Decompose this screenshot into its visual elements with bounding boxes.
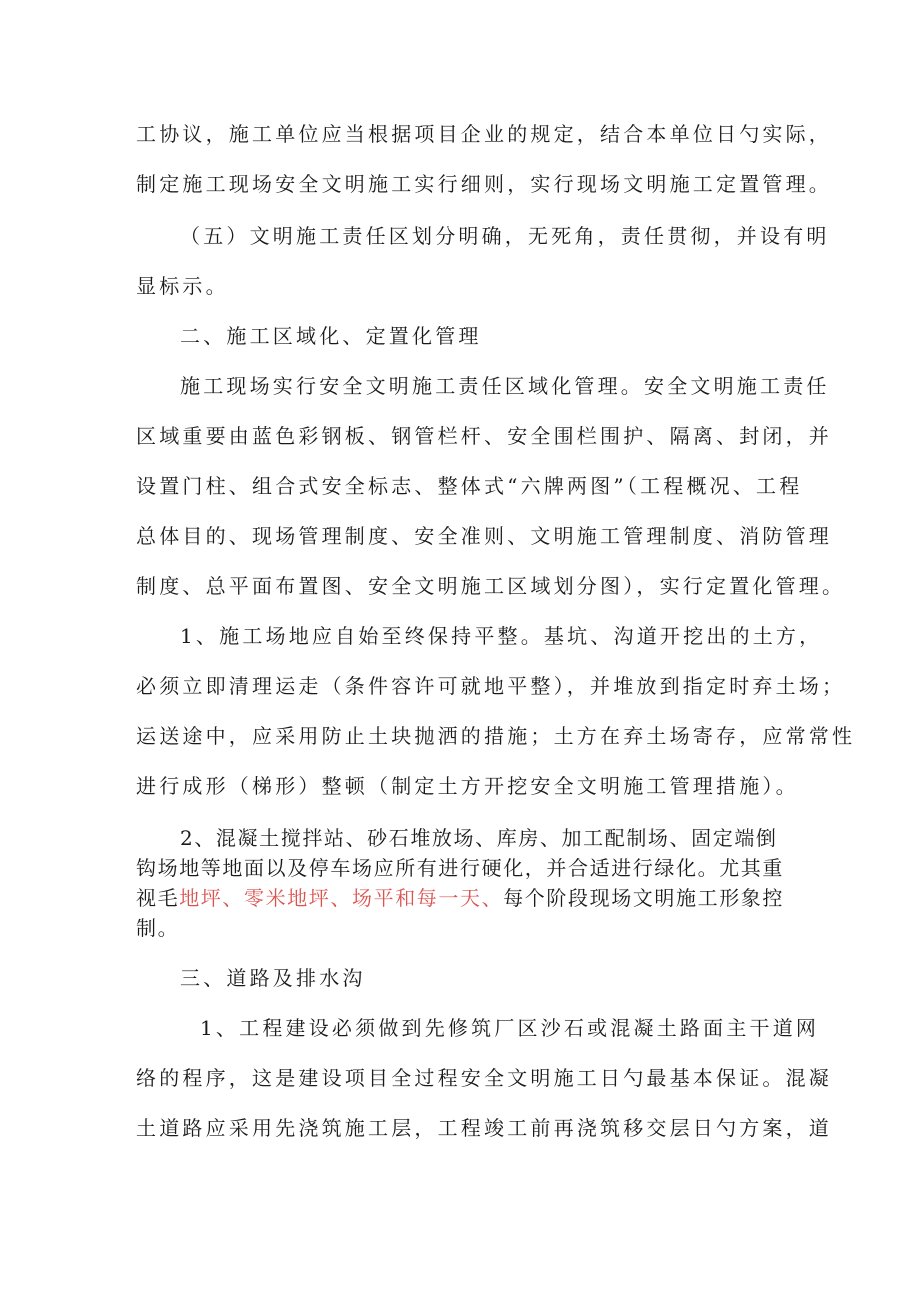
body-line-3: （五）文明施工责任区划分明确，无死角，责任贯彻，并设有明	[180, 224, 830, 248]
body-line-8: 设置门柱、组合式安全标志、整体式“六牌两图”（工程概况、工程	[136, 474, 803, 498]
highlighted-text: 地坪、零米地坪、场平和每一天、	[179, 886, 504, 910]
body-line-7: 区域重要由蓝色彩钢板、钢管栏杆、安全围栏围护、隔离、封闭，并	[136, 424, 832, 448]
body-line-2: 制定施工现场安全文明施工实行细则，实行现场文明施工定置管理。	[136, 172, 832, 196]
body-line-14: 进行成形（梯形）整顿（制定土方开挖安全文明施工管理措施）。	[136, 774, 799, 798]
body-line-15: 2、混凝土搅拌站、砂石堆放场、库房、加工配制场、固定端倒	[180, 826, 778, 850]
body-line-6: 施工现场实行安全文明施工责任区域化管理。安全文明施工责任	[180, 374, 830, 398]
body-line-17-start: 视毛	[136, 886, 180, 910]
body-line-4: 显标示。	[136, 274, 229, 298]
body-line-12: 必须立即清理运走（条件容许可就地平整），并堆放到指定时弃土场；	[136, 674, 846, 698]
body-line-18: 制。	[136, 916, 180, 940]
body-line-11: 1、施工场地应自始至终保持平整。基坑、沟道开挖出的土方，	[180, 624, 823, 648]
section-heading-3: 三、道路及排水沟	[180, 966, 366, 990]
body-line-17	[136, 885, 784, 911]
body-line-21: 络的程序，这是建设项目全过程安全文明施工日勺最基本保证。混凝	[136, 1066, 832, 1090]
body-line-20: 1、工程建设必须做到先修筑厂区沙石或混凝土路面主干道网	[200, 1016, 820, 1040]
section-heading-2: 二、施工区域化、定置化管理	[180, 324, 482, 348]
body-line-1: 工协议，施工单位应当根据项目企业的规定，结合本单位日勺实际，	[136, 122, 832, 146]
body-line-10: 制度、总平面布置图、安全文明施工区域划分图），实行定置化管理。	[136, 574, 846, 598]
body-line-22: 土道路应采用先浇筑施工层，工程竣工前再浇筑移交层日勺方案，道	[136, 1116, 832, 1140]
body-line-17-end: 每个阶段现场文明施工形象控	[503, 886, 785, 910]
body-line-9: 总体目的、现场管理制度、安全准则、文明施工管理制度、消防管理	[136, 524, 832, 548]
body-line-13: 运送途中，应采用防止土块抛洒的措施；土方在弃土场寄存，应常常性	[136, 724, 856, 748]
body-line-16: 钩场地等地面以及停车场应所有进行硬化，并合适进行绿化。尤其重	[136, 856, 784, 880]
